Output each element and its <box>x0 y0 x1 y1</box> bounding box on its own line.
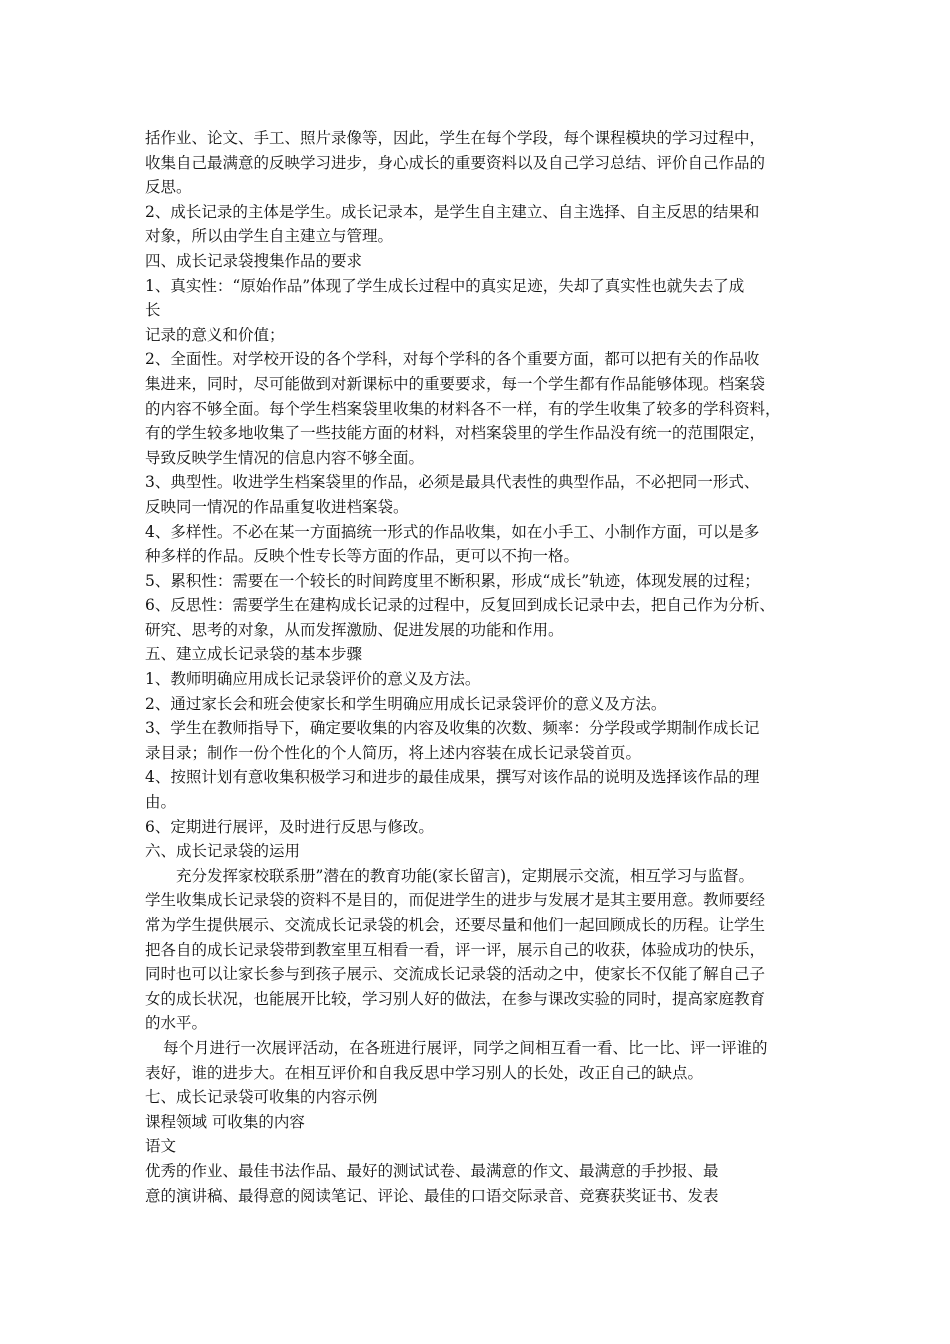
text-line: 长 <box>145 301 161 320</box>
text-line: 3、典型性。收进学生档案袋里的作品，必须是最具代表性的典型作品，不必把同一形式、 <box>145 473 760 492</box>
text-line: 的水平。 <box>145 1014 208 1033</box>
text-line: 七、成长记录袋可收集的内容示例 <box>145 1088 378 1107</box>
text-line: 女的成长状况，也能展开比较，学习别人好的做法，在参与课改实验的同时，提高家庭教育 <box>145 989 766 1008</box>
text-line: 同时也可以让家长参与到孩子展示、交流成长记录袋的活动之中，使家长不仅能了解自己子 <box>145 965 766 984</box>
text-line: 5、累积性：需要在一个较长的时间跨度里不断积累，形成“成长”轨迹，体现发展的过程； <box>145 571 760 590</box>
text-line: 收集自己最满意的反映学习进步，身心成长的重要资料以及自己学习总结、评价自己作品的 <box>145 153 766 172</box>
text-line: 研究、思考的对象，从而发挥激励、促进发展的功能和作用。 <box>145 620 564 639</box>
text-line: 1、教师明确应用成长记录袋评价的意义及方法。 <box>145 670 481 689</box>
text-line: 记录的意义和价值； <box>145 325 285 344</box>
text-line: 集进来，同时，尽可能做到对新课标中的重要要求，每一个学生都有作品能够体现。档案袋 <box>145 374 766 393</box>
text-line: 种多样的作品。反映个性专长等方面的作品，更可以不拘一格。 <box>145 547 580 566</box>
text-line: 括作业、论文、手工、照片录像等，因此，学生在每个学段，每个课程模块的学习过程中， <box>145 129 766 147</box>
text-line: 反思。 <box>145 178 192 197</box>
text-line: 反映同一情况的作品重复收进档案袋。 <box>145 497 409 516</box>
text-line: 充分发挥家校联系册”潜在的教育功能(家长留言)，定期展示交流，相互学习与监督。 <box>176 866 755 885</box>
text-line: 六、成长记录袋的运用 <box>145 842 301 861</box>
text-line: 1、真实性：“原始作品”体现了学生成长过程中的真实足迹，失却了真实性也就失去了成 <box>145 276 745 295</box>
text-line: 对象，所以由学生自主建立与管理。 <box>145 227 394 246</box>
text-line: 学生收集成长记录袋的资料不是目的，而促进学生的进步与发展才是其主要用意。教师要经 <box>145 891 766 910</box>
text-line: 2、成长记录的主体是学生。成长记录本，是学生自主建立、自主选择、自主反思的结果和 <box>145 202 760 221</box>
text-line: 课程领域 可收集的内容 <box>145 1112 305 1131</box>
text-line: 表好，谁的进步大。在相互评价和自我反思中学习别人的长处，改正自己的缺点。 <box>145 1063 704 1082</box>
text-line: 把各自的成长记录袋带到教室里互相看一看，评一评，展示自己的收获，体验成功的快乐， <box>145 940 766 959</box>
text-line: 每个月进行一次展评活动，在各班进行展评，同学之间相互看一看、比一比、评一评谁的 <box>163 1038 768 1057</box>
text-line: 意的演讲稿、最得意的阅读笔记、评论、最佳的口语交际录音、竞赛获奖证书、发表 <box>145 1186 719 1205</box>
text-line: 常为学生提供展示、交流成长记录袋的机会，还要尽量和他们一起回顾成长的历程。让学生 <box>145 916 766 934</box>
text-line: 6、定期进行展评，及时进行反思与修改。 <box>145 817 434 836</box>
text-line: 导致反映学生情况的信息内容不够全面。 <box>145 448 425 467</box>
text-line: 由。 <box>145 793 177 812</box>
text-line: 语文 <box>145 1137 177 1156</box>
text-line: 4、按照计划有意收集积极学习和进步的最佳成果，撰写对该作品的说明及选择该作品的理 <box>145 768 760 787</box>
text-line: 6、反思性：需要学生在建构成长记录的过程中，反复回到成长记录中去，把自己作为分析、 <box>145 596 775 615</box>
text-line: 3、学生在教师指导下，确定要收集的内容及收集的次数、频率：分学段或学期制作成长记 <box>145 719 760 738</box>
text-line: 2、通过家长会和班会使家长和学生明确应用成长记录袋评价的意义及方法。 <box>145 694 667 713</box>
text-line: 五、建立成长记录袋的基本步骤 <box>145 645 363 664</box>
text-line: 4、多样性。不必在某一方面搞统一形式的作品收集，如在小手工、小制作方面，可以是多 <box>145 522 760 541</box>
text-line: 四、成长记录袋搜集作品的要求 <box>145 251 363 270</box>
text-line: 的内容不够全面。每个学生档案袋里收集的材料各不一样，有的学生收集了较多的学科资料， <box>145 399 781 418</box>
text-line: 录目录；制作一份个性化的个人简历，将上述内容装在成长记录袋首页。 <box>145 743 642 762</box>
text-line: 优秀的作业、最佳书法作品、最好的测试试卷、最满意的作文、最满意的手抄报、最 <box>145 1161 719 1180</box>
document-body <box>145 126 817 1208</box>
text-line: 有的学生较多地收集了一些技能方面的材料，对档案袋里的学生作品没有统一的范围限定， <box>145 424 766 443</box>
text-line: 2、全面性。对学校开设的各个学科，对每个学科的各个重要方面，都可以把有关的作品收 <box>145 350 760 369</box>
